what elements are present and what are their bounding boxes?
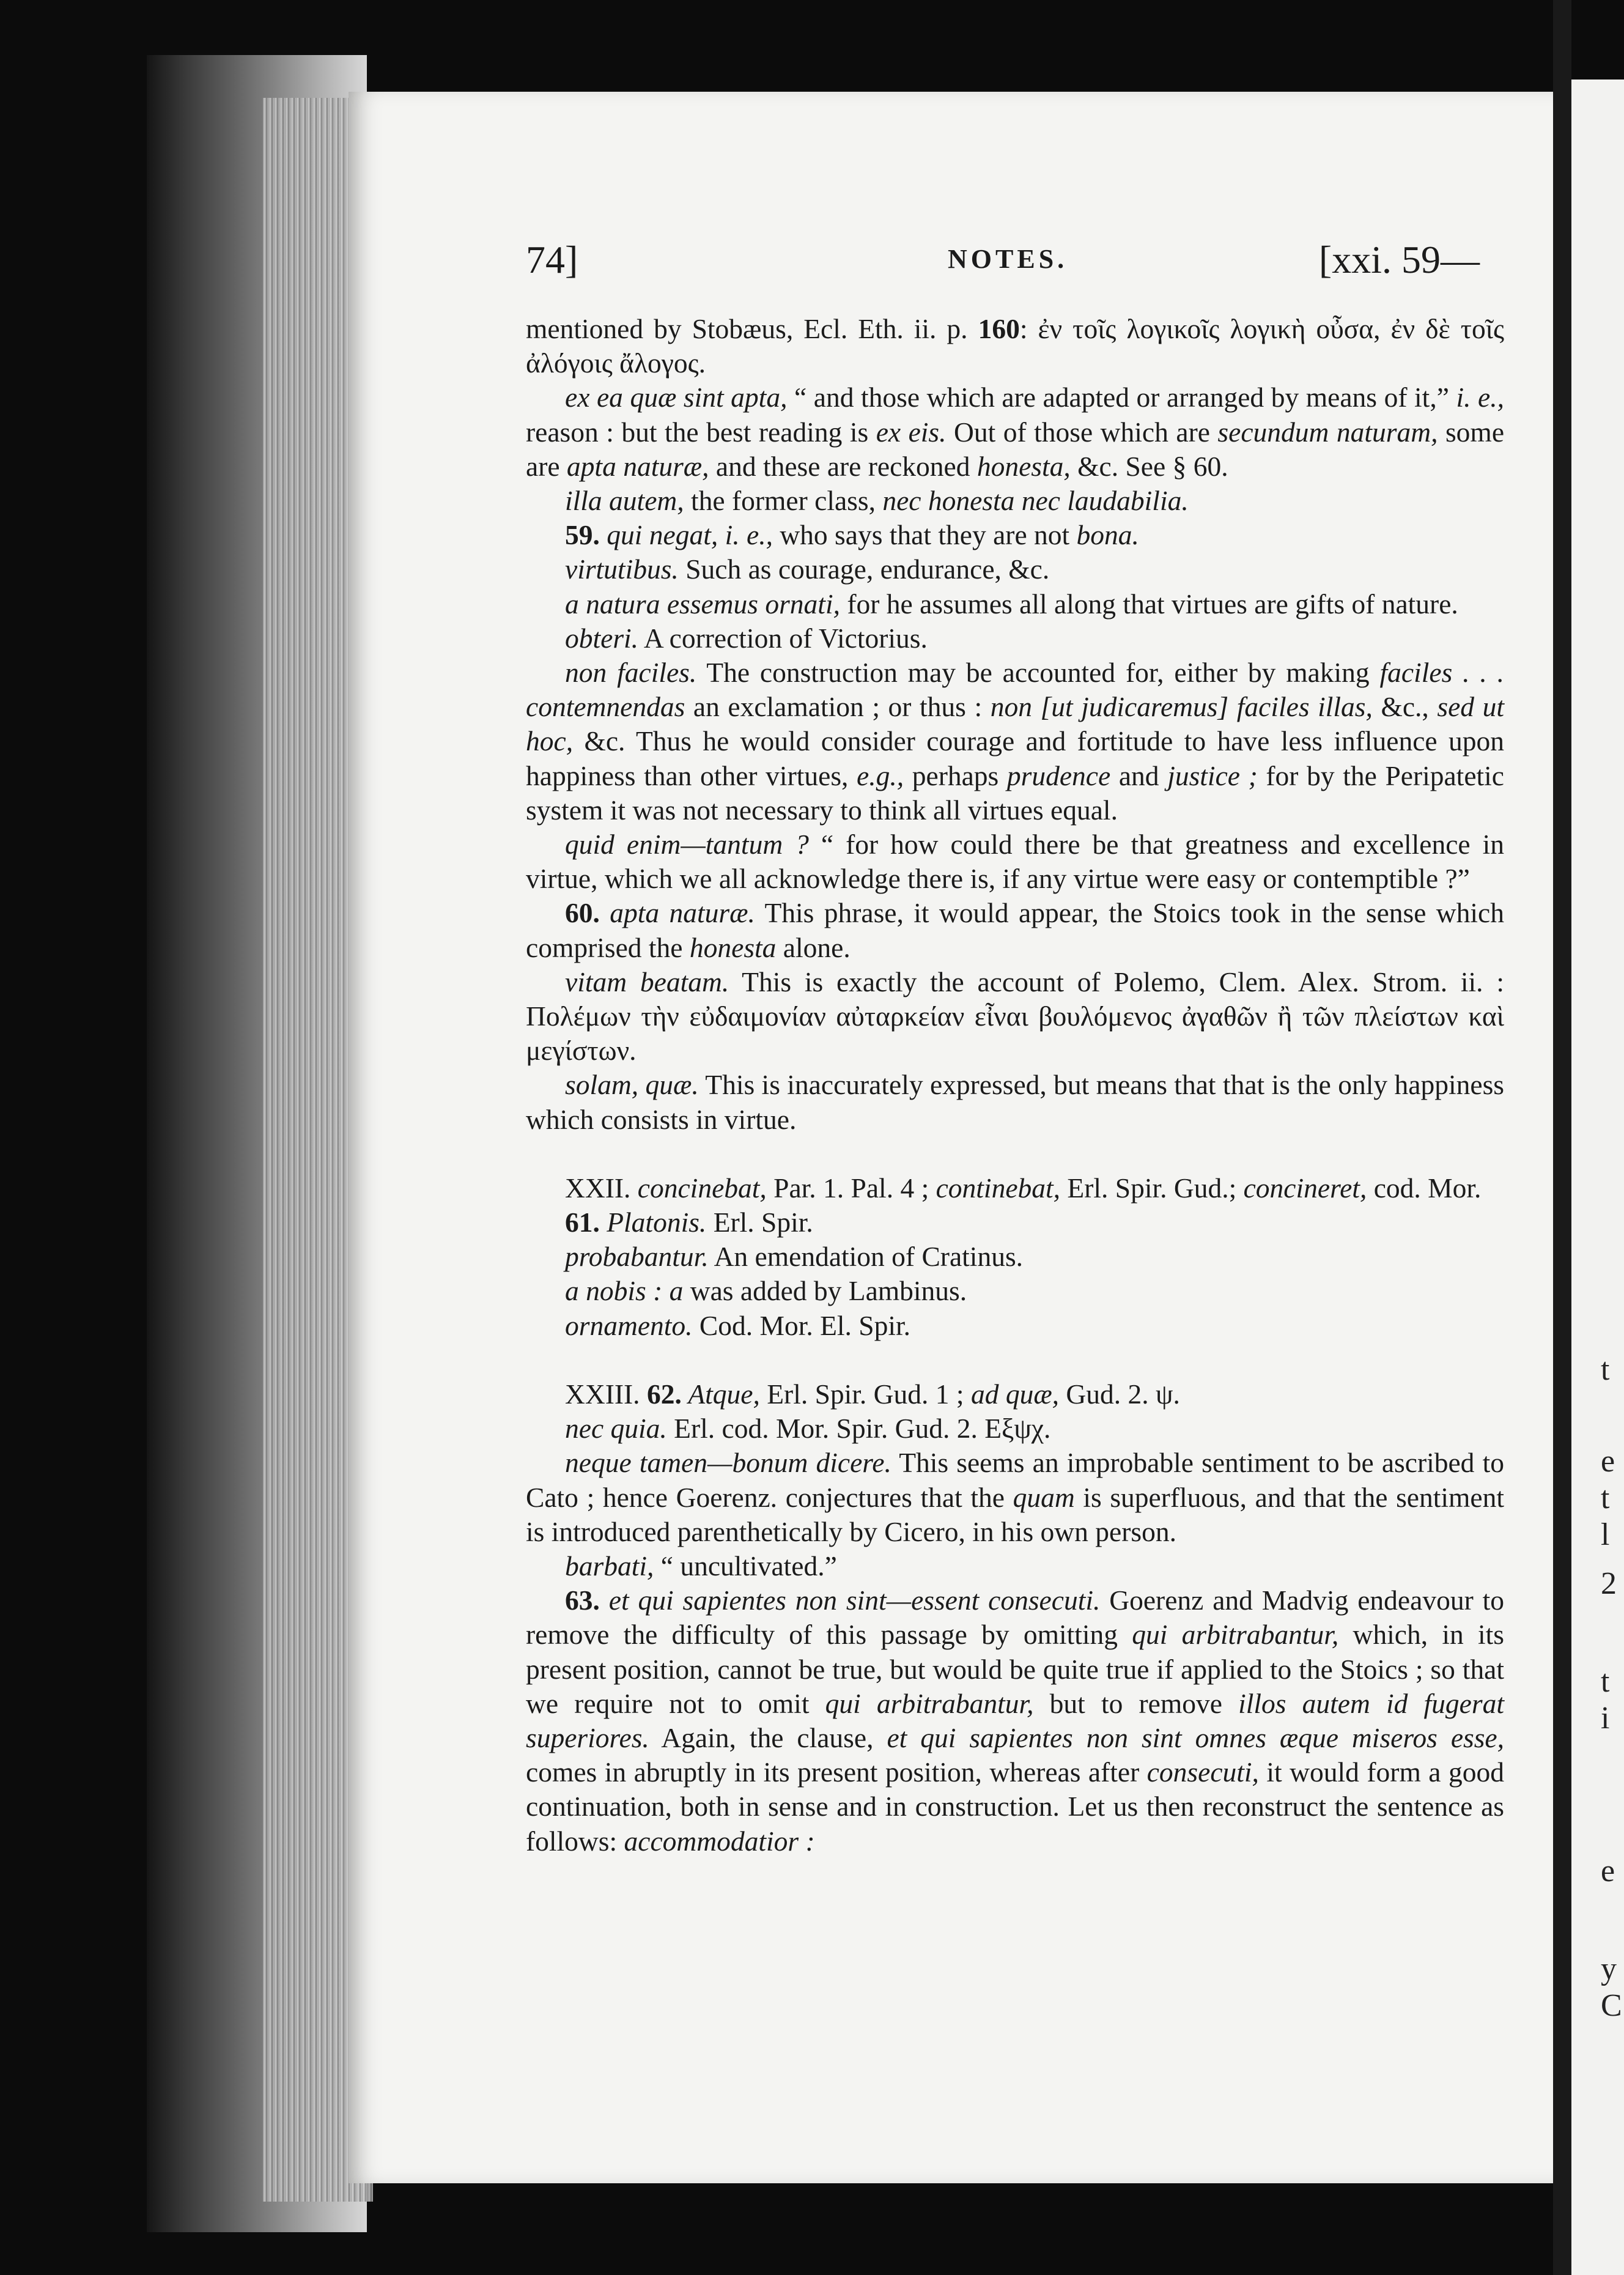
note-paragraph: nec quia. Erl. cod. Mor. Spir. Gud. 2. Eξψχ. <box>565 1413 1051 1445</box>
next-page-fragment: t <box>1601 1664 1610 1699</box>
next-page-fragment: t <box>1601 1352 1610 1387</box>
next-page-fragment: C <box>1601 1988 1622 2023</box>
chapter-note: XXIII. 62. Atque, Erl. Spir. Gud. 1 ; ad quæ, Gud. 2. ψ. <box>565 1378 1180 1410</box>
note-paragraph: quid enim—tantum ? “ for how could there be that greatness and excellence in virtue, which we all acknowledge there is, if any virtue were easy or contemptible ?” <box>526 829 1505 895</box>
note-paragraph: neque tamen—bonum dicere. This seems an improbable sentiment to be ascribed to Cato ; hence Goerenz. conjectures that the quam is superfluous, and that the sentiment is introduced parenthetically by Cicero, in his own person. <box>526 1447 1504 1547</box>
note-paragraph: 60. apta naturæ. This phrase, it would appear, the Stoics took in the sense which comprised the honesta alone. <box>526 897 1504 963</box>
header-title: NOTES. <box>948 244 1068 274</box>
note-paragraph: a natura essemus ornati, for he assumes all along that virtues are gifts of nature. <box>565 588 1458 620</box>
section-marker: [xxi. 59— <box>1318 238 1480 281</box>
next-page-fragment: e <box>1601 1444 1615 1479</box>
next-page-fragment: e <box>1601 1854 1615 1888</box>
note-line: mentioned by Stobæus, Ecl. Eth. ii. p. 160: ἐν τοῖς λογικοῖς λογικὴ οὖσα, ἐν δὲ τοῖς ἀλόγοις ἄλογος. <box>526 313 1504 379</box>
note-paragraph: ornamento. Cod. Mor. El. Spir. <box>565 1309 910 1341</box>
chapter-note: XXII. concinebat, Par. 1. Pal. 4 ; continebat, Erl. Spir. Gud.; concineret, cod. Mor. <box>565 1172 1482 1204</box>
note-paragraph: illa autem, the former class, nec honesta nec laudabilia. <box>565 485 1189 517</box>
note-paragraph: probabantur. An emendation of Cratinus. <box>565 1241 1024 1273</box>
notes-body <box>526 312 1504 1859</box>
note-paragraph: 59. qui negat, i. e., who says that they are not bona. <box>565 519 1139 551</box>
note-paragraph: 61. Platonis. Erl. Spir. <box>565 1207 813 1238</box>
note-paragraph: a nobis : a was added by Lambinus. <box>565 1275 967 1307</box>
gutter <box>1553 0 1571 2275</box>
next-page-edge <box>1571 80 1624 2275</box>
next-page-fragment: t <box>1601 1481 1610 1515</box>
running-header <box>526 237 1480 286</box>
note-paragraph: ex ea quæ sint apta, “ and those which are adapted or arranged by means of it,” i. e., reason : but the best reading is ex eis. Out of those which are secundum naturam, some are apta naturæ, and these are reckoned honesta, &c. See § 60. <box>526 382 1505 482</box>
note-paragraph: obteri. A correction of Victorius. <box>565 622 928 654</box>
next-page-fragment: y <box>1601 1951 1617 1986</box>
next-page-fragment: 2 <box>1601 1566 1617 1601</box>
note-paragraph: vitam beatam. This is exactly the account of Polemo, Clem. Alex. Strom. ii. : Πολέμων τὴν εὐδαιμονίαν αὐταρκείαν εἶναι βουλόμενος ἀγαθῶν ἢ τῶν πλείστων καὶ μεγίστων. <box>526 966 1504 1067</box>
note-paragraph: solam, quæ. This is inaccurately expressed, but means that that is the only happiness which consists in virtue. <box>526 1069 1504 1135</box>
note-paragraph: non faciles. The construction may be accounted for, either by making faciles . . . contemnendas an exclamation ; or thus : non [ut judicaremus] faciles illas, &c., sed ut hoc, &c. Thus he would consider courage and fortitude to have less influence upon happiness than other virtues, e.g., perhaps prudence and justice ; for by the Peripatetic system it was not necessary to think all virtues equal. <box>526 657 1504 826</box>
note-paragraph: barbati, “ uncultivated.” <box>565 1550 837 1581</box>
next-page-fragment: i <box>1601 1701 1610 1736</box>
page-number: 74] <box>526 238 578 281</box>
note-paragraph: 63. et qui sapientes non sint—essent consecuti. Goerenz and Madvig endeavour to remove the difficulty of this passage by omitting qui arbitrabantur, which, in its present position, cannot be true, but would be quite true if applied to the Stoics ; so that we require not to omit qui arbitrabantur, but to remove illos autem id fugerat superiores. Again, the clause, et qui sapientes non sint omnes æque miseros esse, comes in abruptly in its present position, whereas after consecuti, it would form a good continuation, both in sense and in construction. Let us then reconstruct the sentence as follows: accommodatior : <box>526 1585 1505 1857</box>
note-paragraph: virtutibus. Such as courage, endurance, &c. <box>565 553 1050 585</box>
next-page-fragment: l <box>1601 1517 1610 1552</box>
